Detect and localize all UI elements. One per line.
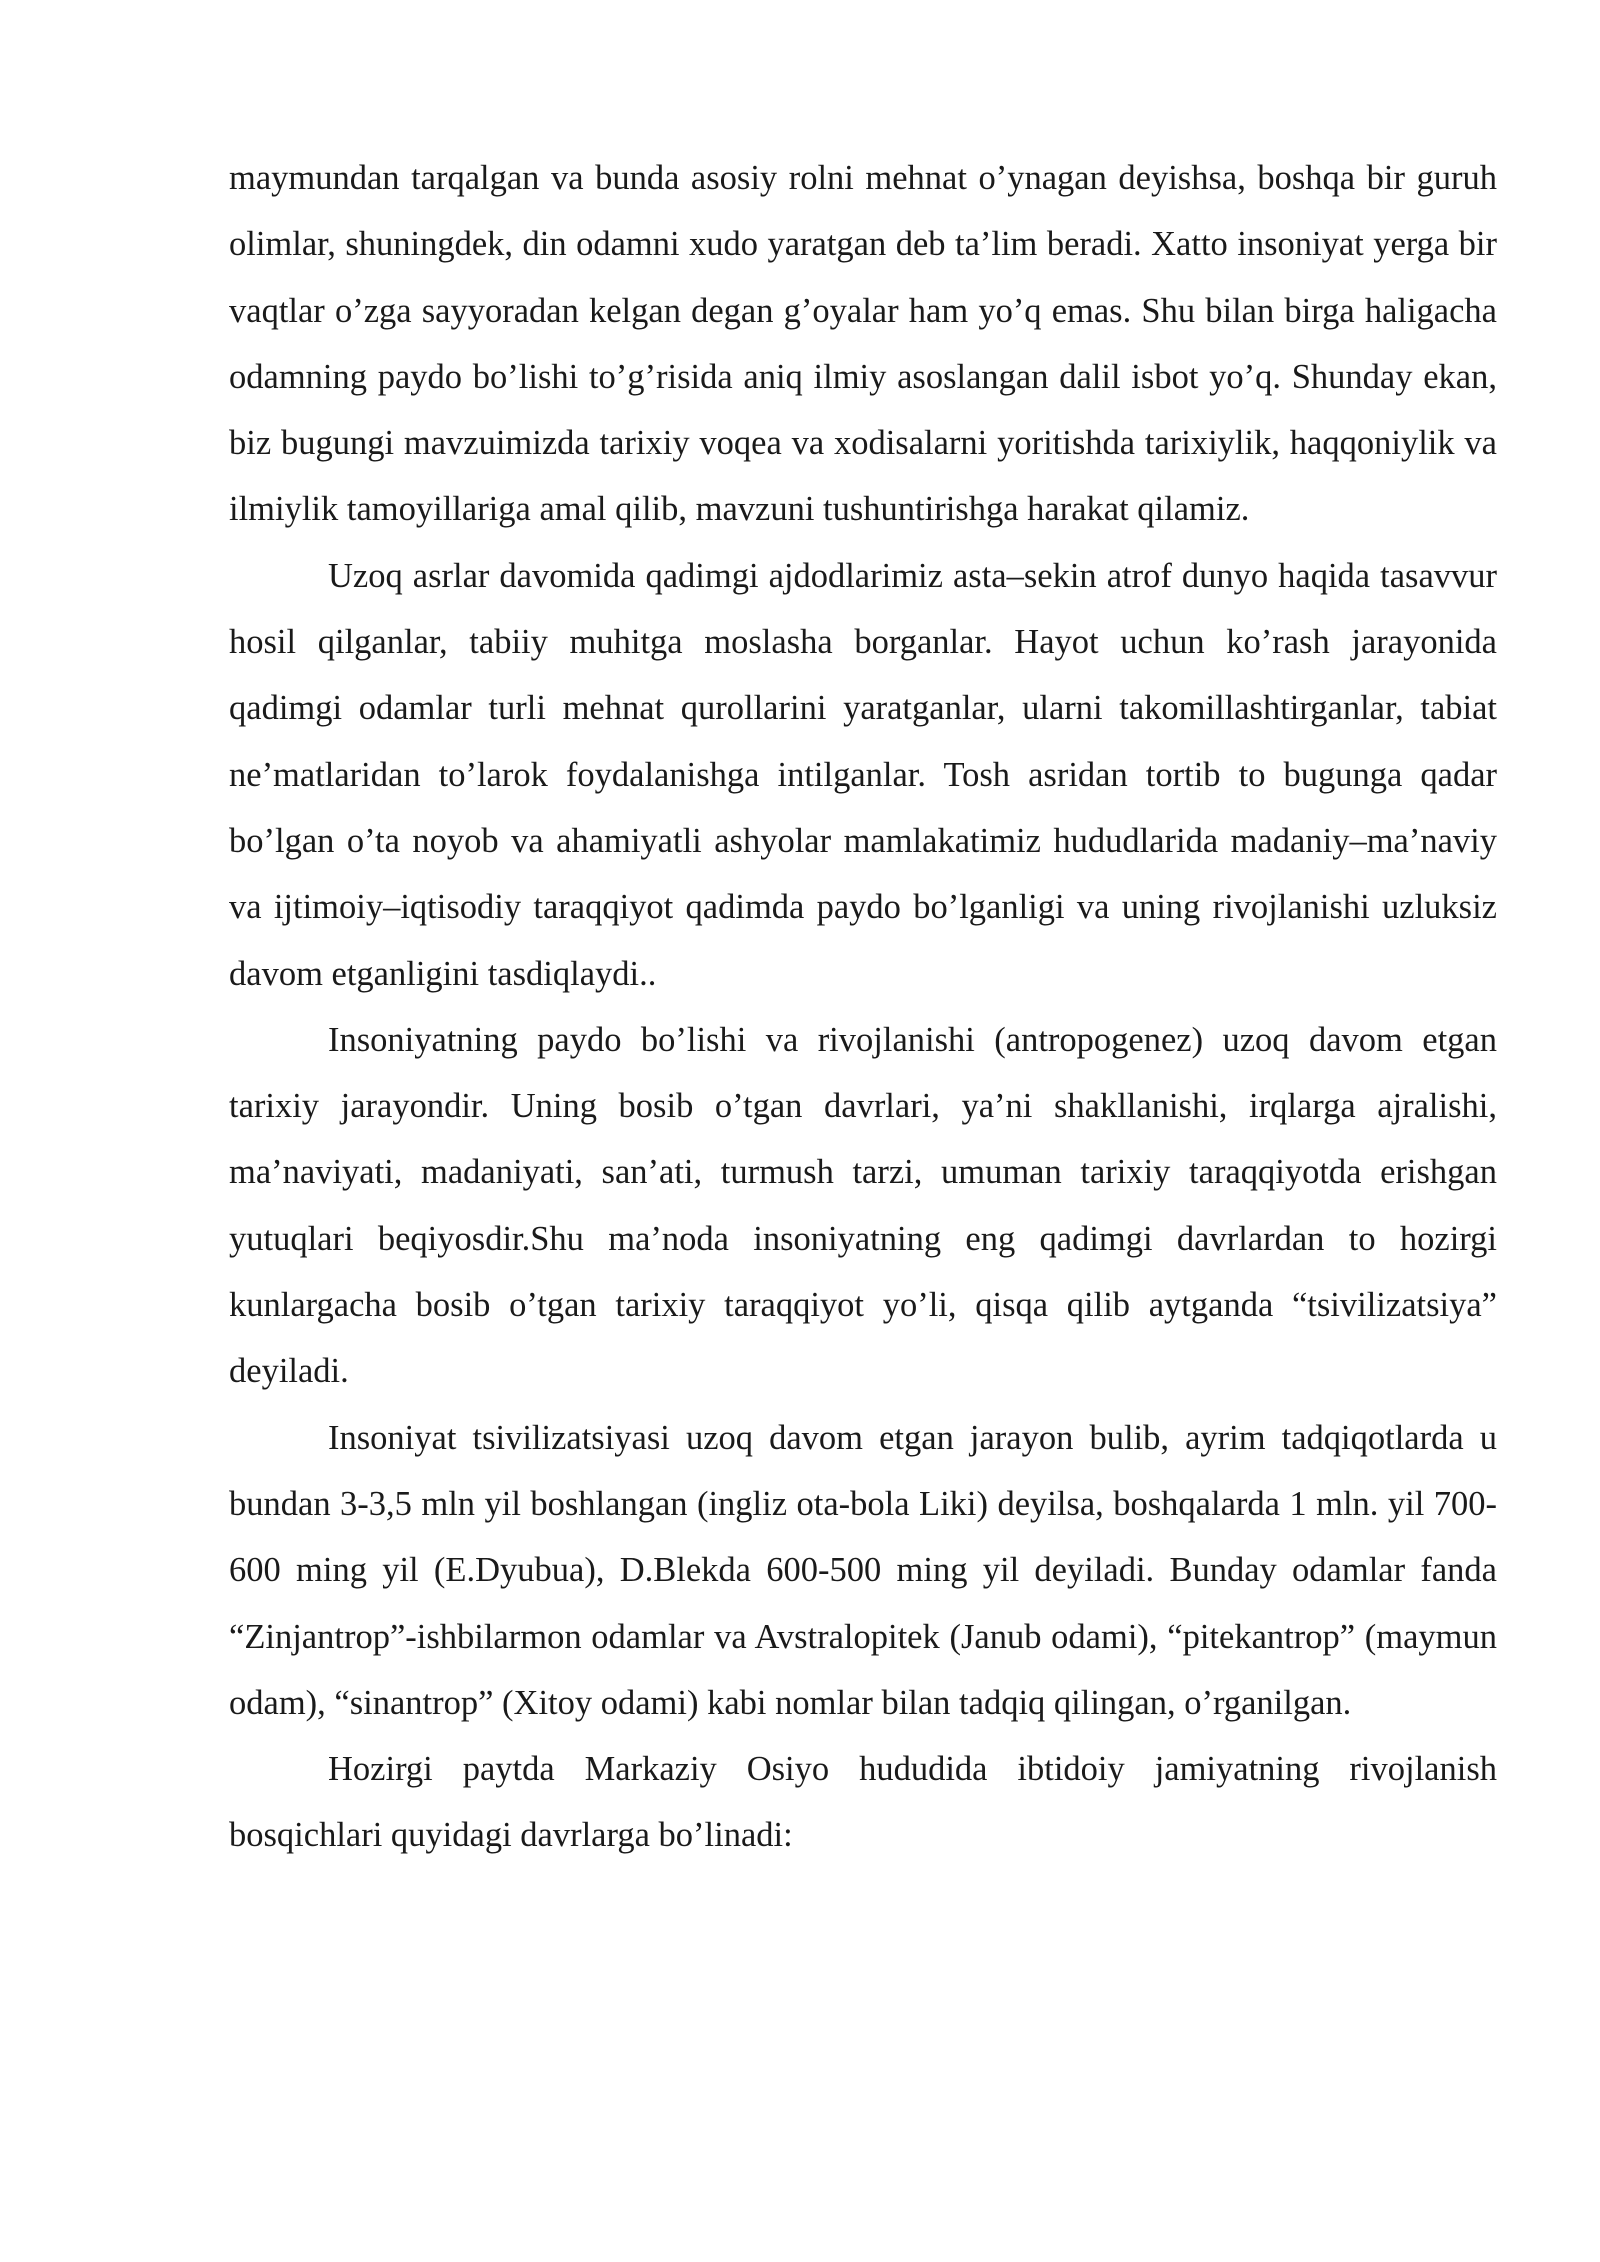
document-body <box>229 145 1497 1869</box>
paragraph-3: Insoniyatning paydo bo’lishi va rivojlanishi (antropogenez) uzoq davom etgan tarixiy jarayondir. Uning bosib o’tgan davrlari, ya’ni shakllanishi, irqlarga ajralishi, ma’naviyati, madaniyati, san’ati, turmush tarzi, umuman tarixiy taraqqiyotda erishgan yutuqlari beqiyosdir.Shu ma’noda insoniyatning eng qadimgi davrlardan to hozirgi kunlargacha bosib o’tgan tarixiy taraqqiyot yo’li, qisqa qilib aytganda “tsivilizatsiya” deyiladi. <box>229 1020 1497 1391</box>
paragraph-2: Uzoq asrlar davomida qadimgi ajdodlarimiz asta–sekin atrof dunyo haqida tasavvur hosil qilganlar, tabiiy muhitga moslasha borganlar. Hayot uchun ko’rash jarayonida qadimgi odamlar turli mehnat qurollarini yaratganlar, ularni takomillashtirganlar, tabiat ne’matlaridan to’larok foydalanishga intilganlar. Tosh asridan tortib to bugunga qadar bo’lgan o’ta noyob va ahamiyatli ashyolar mamlakatimiz hududlarida madaniy–ma’naviy va ijtimoiy–iqtisodiy taraqqiyot qadimda paydo bo’lganligi va uning rivojlanishi uzluksiz davom etganligini tasdiqlaydi.. <box>229 556 1497 993</box>
paragraph-1: maymundan tarqalgan va bunda asosiy rolni mehnat o’ynagan deyishsa, boshqa bir guruh olimlar, shuningdek, din odamni xudo yaratgan deb ta’lim beradi. Xatto insoniyat yerga bir vaqtlar o’zga sayyoradan kelgan degan g’oyalar ham yo’q emas. Shu bilan birga haligacha odamning paydo bo’lishi to’g’risida aniq ilmiy asoslangan dalil isbot yo’q. Shunday ekan, biz bugungi mavzuimizda tarixiy voqea va xodisalarni yoritishda tarixiylik, haqqoniylik va ilmiylik tamoyillariga amal qilib, mavzuni tushuntirishga harakat qilamiz. <box>229 159 1497 529</box>
paragraph-4: Insoniyat tsivilizatsiyasi uzoq davom etgan jarayon bulib, ayrim tadqiqotlarda u bundan 3-3,5 mln yil boshlangan (ingliz ota-bola Liki) deyilsa, boshqalarda 1 mln. yil 700-600 ming yil (E.Dyubua), D.Blekda 600-500 ming yil deyiladi. Bunday odamlar fanda “Zinjantrop”-ishbilarmon odamlar va Avstralopitek (Janub odami), “pitekantrop” (maymun odam), “sinantrop” (Xitoy odami) kabi nomlar bilan tadqiq qilingan, o’rganilgan. <box>229 1418 1497 1722</box>
paragraph-5: Hozirgi paytda Markaziy Osiyo hududida ibtidoiy jamiyatning rivojlanish bosqichlari quyidagi davrlarga bo’linadi: <box>229 1750 1497 1855</box>
